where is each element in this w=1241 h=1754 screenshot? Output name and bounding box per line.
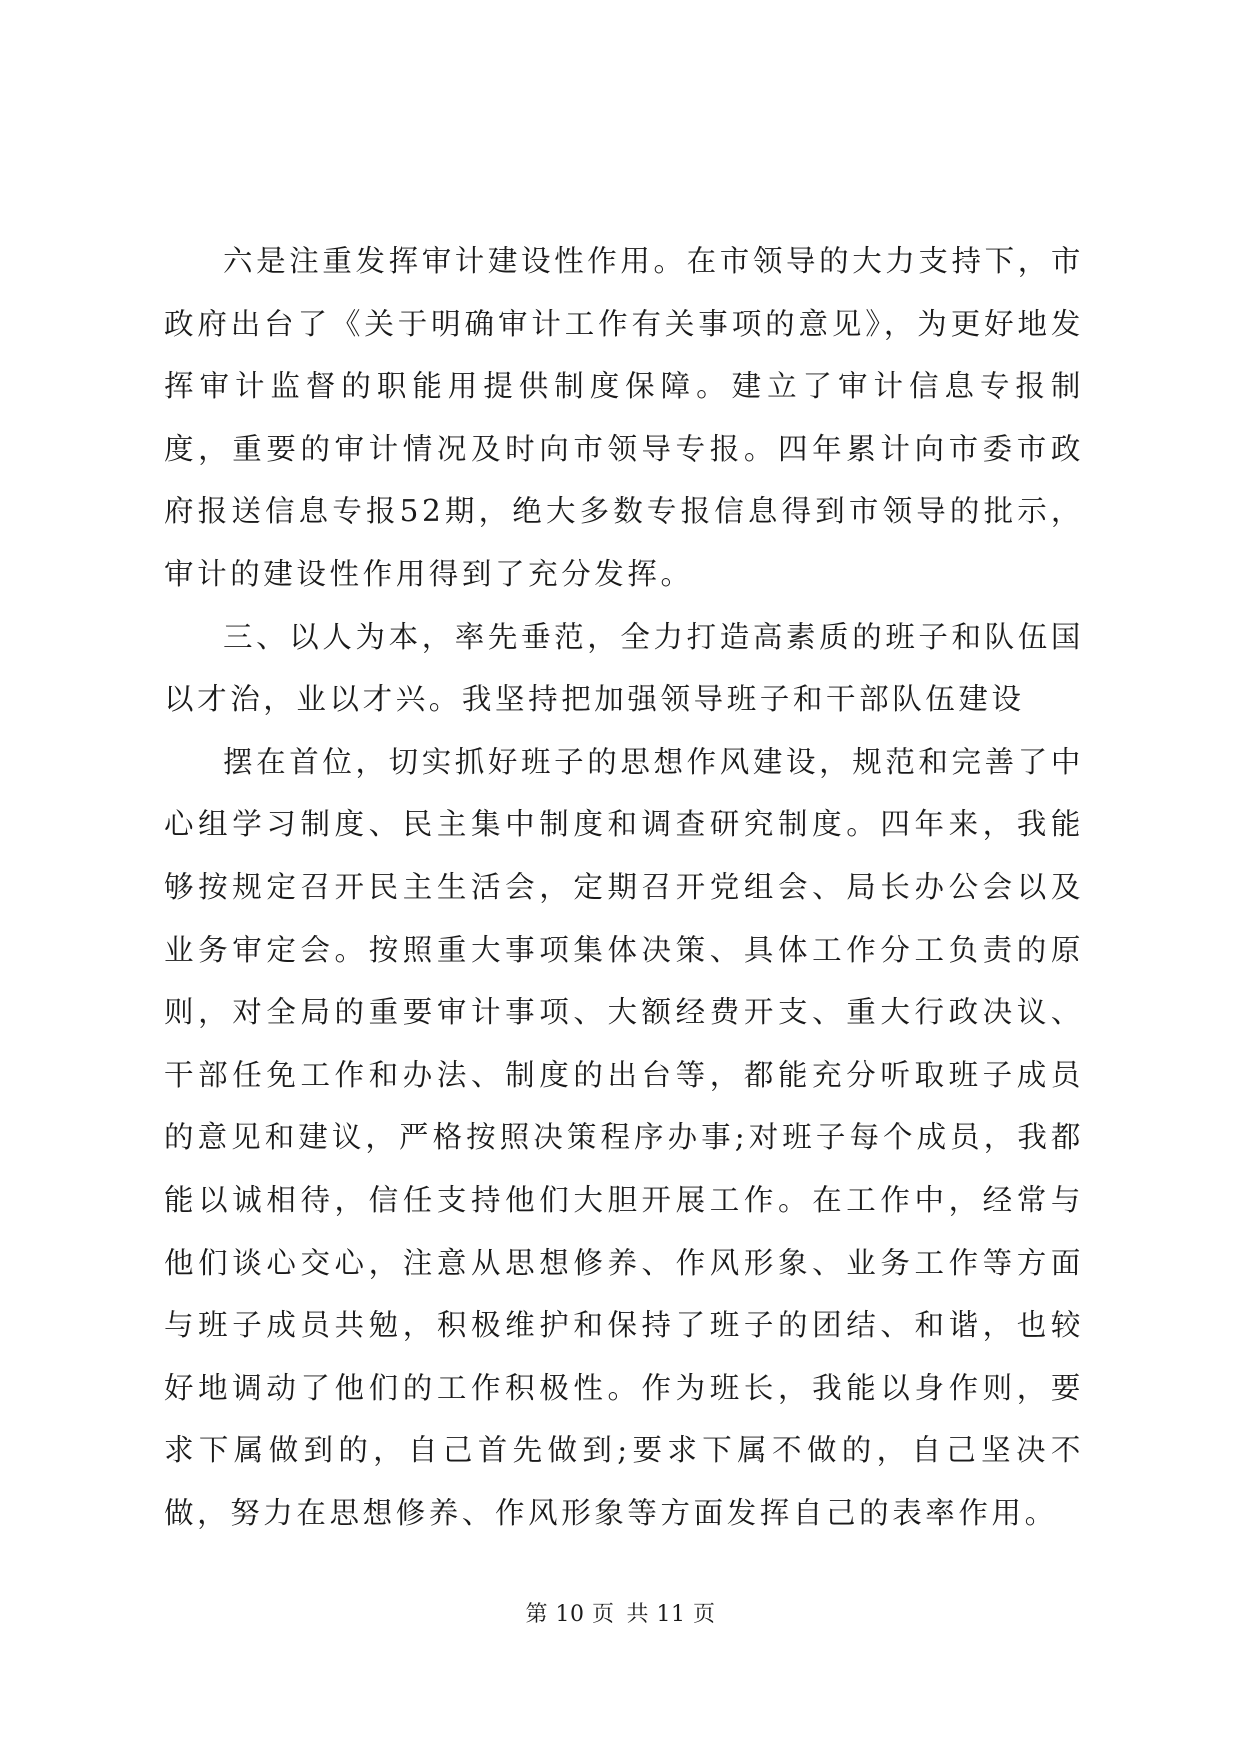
document-body bbox=[164, 230, 1084, 1544]
paragraph-audit-role: 六是注重发挥审计建设性作用。在市领导的大力支持下，市政府出台了《关于明确审计工作有关事项的意见》，为更好地发挥审计监督的职能用提供制度保障。建立了审计信息专报制度，重要的审计情况及时向市领导专报。四年累计向市委市政府报送信息专报52期，绝大多数专报信息得到市领导的批示，审计的建设性作用得到了充分发挥。 bbox=[164, 244, 1084, 591]
page-footer bbox=[0, 1600, 1241, 1630]
paragraph-section-three: 三、以人为本，率先垂范，全力打造高素质的班子和队伍国以才治，业以才兴。我坚持把加强领导班子和干部队伍建设 bbox=[164, 619, 1084, 717]
paragraph-team-building: 摆在首位，切实抓好班子的思想作风建设，规范和完善了中心组学习制度、民主集中制度和调查研究制度。四年来，我能够按规定召开民主生活会，定期召开党组会、局长办公会以及业务审定会。按照重大事项集体决策、具体工作分工负责的原则，对全局的重要审计事项、大额经费开支、重大行政决议、干部任免工作和办法、制度的出台等，都能充分听取班子成员的意见和建议，严格按照决策程序办事;对班子每个成员，我都能以诚相待，信任支持他们大胆开展工作。在工作中，经常与他们谈心交心，注意从思想修养、作风形象、业务工作等方面与班子成员共勉，积极维护和保持了班子的团结、和谐，也较好地调动了他们的工作积极性。作为班长，我能以身作则，要求下属做到的，自己首先做到;要求下属不做的，自己坚决不做，努力在思想修养、作风形象等方面发挥自己的表率作用。 bbox=[164, 744, 1084, 1530]
page-number: 第 10 页 bbox=[525, 1602, 615, 1627]
page-total: 共 11 页 bbox=[626, 1602, 716, 1627]
